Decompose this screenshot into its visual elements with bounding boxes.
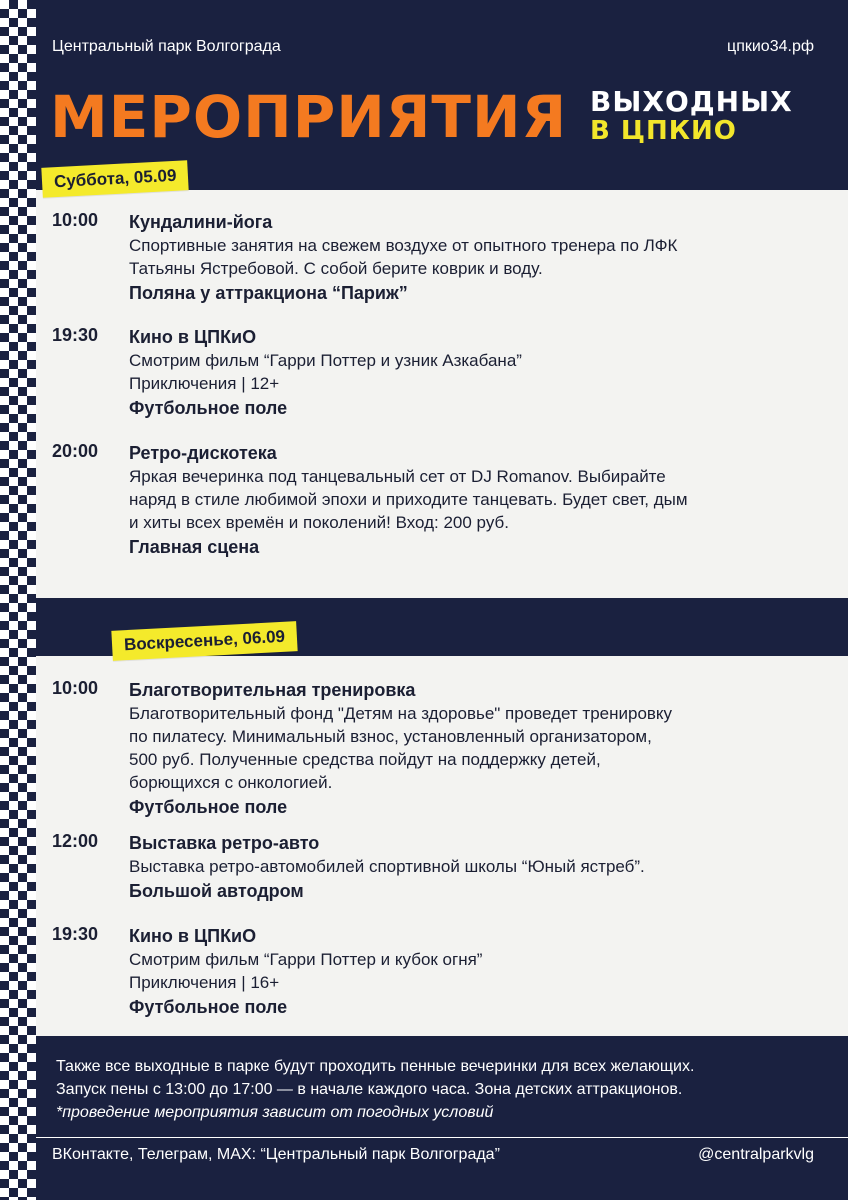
social-handle[interactable]: @centralparkvlg [698,1146,814,1163]
footer-note-line: Также все выходные в парке будут проходить пенные вечеринки для всех желающих. [56,1058,695,1075]
event-name: Кундалини-йога [129,212,273,232]
title-side-line1: ВЫХОДНЫХ [590,85,793,118]
checkered-border [0,0,36,1200]
event-time: 19:30 [52,924,99,944]
event-place: Поляна у аттракциона “Париж” [129,283,408,303]
event-name: Выставка ретро-авто [129,833,320,853]
weather-disclaimer: *проведение мероприятия зависит от погодных условий [56,1104,494,1121]
header [52,38,814,56]
event-time: 10:00 [52,210,99,230]
social-networks: ВКонтакте, Телеграм, MAX: “Центральный парк Волгограда” [52,1146,500,1163]
event-name: Кино в ЦПКиО [129,327,257,347]
footer-note [56,1055,818,1124]
sunday-date-tag: Воскресенье, 06.09 [111,621,297,661]
park-name: Центральный парк Волгограда [52,38,281,55]
event-desc-line: Выставка ретро-автомобилей спортивной школы “Юный ястреб”. [129,857,645,876]
event-desc-line: по пилатесу. Минимальный взнос, установленный организатором, [129,727,652,746]
event-name: Кино в ЦПКиО [129,926,257,946]
website-link[interactable]: цпкио34.рф [727,38,814,55]
event-desc-line: Смотрим фильм “Гарри Поттер и узник Азкабана” [129,351,522,370]
event-name: Ретро-дискотека [129,443,277,463]
event-place: Футбольное поле [129,398,288,418]
event-name: Благотворительная тренировка [129,680,416,700]
event-place: Футбольное поле [129,797,288,817]
event-desc-line: Смотрим фильм “Гарри Поттер и кубок огня” [129,950,483,969]
event-time: 10:00 [52,678,99,698]
event-place: Большой автодром [129,881,304,901]
footer-note-line: Запуск пены с 13:00 до 17:00 — в начале каждого часа. Зона детских аттракционов. [56,1081,683,1098]
event-time: 19:30 [52,325,99,345]
event-desc-line: Благотворительный фонд "Детям на здоровье" проведет тренировку [129,704,673,723]
event-desc-line: и хиты всех времён и поколений! Вход: 200 руб. [129,513,509,532]
event-place: Главная сцена [129,537,260,557]
saturday-date-tag: Суббота, 05.09 [41,160,189,198]
event-place: Футбольное поле [129,997,288,1017]
event-time: 12:00 [52,831,99,851]
title-subtitle [590,85,793,146]
event-desc-line: Татьяны Ястребовой. С собой берите коврик и воду. [129,259,543,278]
event-desc-line: Спортивные занятия на свежем воздухе от опытного тренера по ЛФК [129,236,678,255]
event-desc-line: Яркая вечеринка под танцевальный сет от DJ Romanov. Выбирайте [129,467,666,486]
event-time: 20:00 [52,441,99,461]
footer-divider [36,1137,848,1138]
social-footer [52,1146,814,1164]
title-main: МЕРОПРИЯТИЯ [50,83,568,151]
event-desc-line: наряд в стиле любимой эпохи и приходите танцевать. Будет свет, дым [129,490,688,509]
event-desc-line: Приключения | 16+ [129,973,280,992]
title-side-line2: В ЦПКИО [590,116,737,146]
event-desc-line: борющихся с онкологией. [129,773,333,792]
event-desc-line: 500 руб. Полученные средства пойдут на поддержку детей, [129,750,601,769]
event-desc-line: Приключения | 12+ [129,374,280,393]
